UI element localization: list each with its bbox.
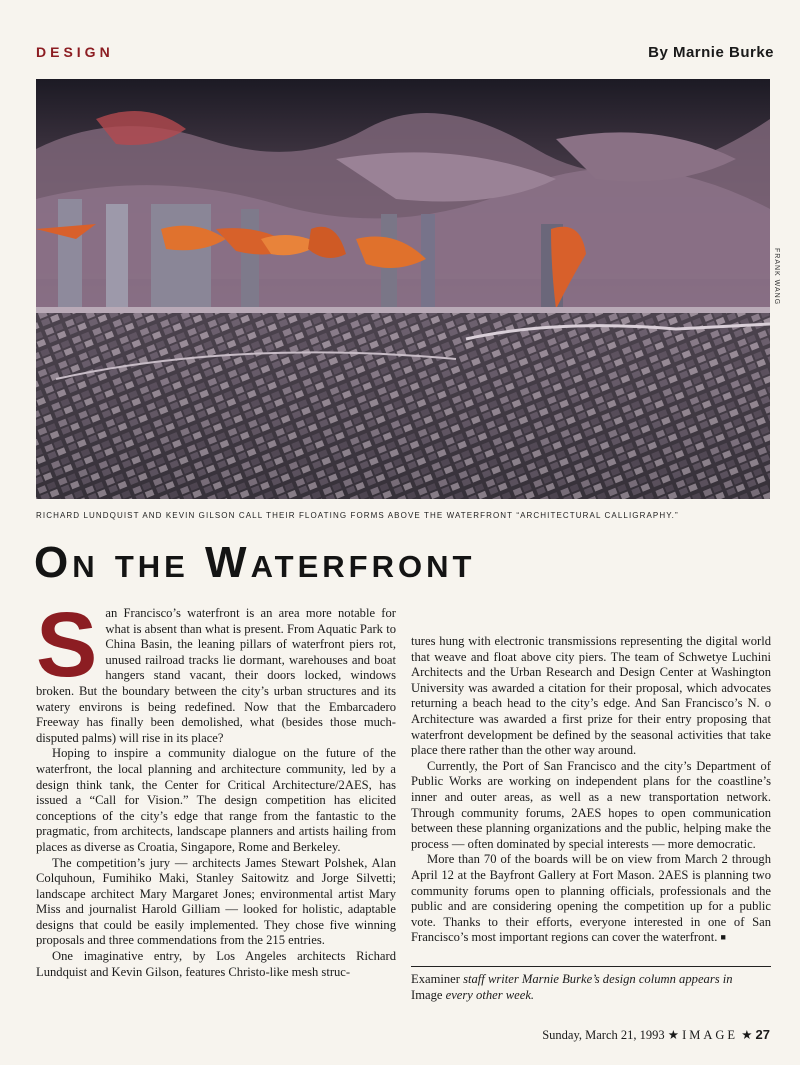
- photo-illustration: [36, 79, 770, 499]
- article-paragraph: Currently, the Port of San Francisco and the city’s Department of Public Works are working on independent plans for the coastline’s inner and outer areas, as well as a new transportation network. Through community forums, 2AES hopes to open communication between these planning organizations and the public, helping make the process — often dominated by special interests — more democratic.: [411, 758, 771, 851]
- end-mark-icon: ■: [720, 932, 726, 943]
- headline: On the Waterfront: [34, 538, 476, 587]
- divider: [411, 966, 771, 967]
- article-column-right: [411, 634, 771, 946]
- photo-credit: FRANK WANG: [773, 248, 780, 306]
- author-note: Examiner staff writer Marnie Burke’s design column appears in Image every other week.: [411, 972, 733, 1002]
- photo-caption: RICHARD LUNDQUIST AND KEVIN GILSON CALL THEIR FLOATING FORMS ABOVE THE WATERFRONT “ARCHITECTURAL CALLIGRAPHY.”: [36, 511, 679, 520]
- byline: By Marnie Burke: [648, 44, 774, 61]
- page-folio: [542, 1027, 770, 1043]
- article-paragraph: The competition’s jury — architects James Stewart Polshek, Alan Colquhoun, Fumihiko Maki, Stanley Saitowitz and Jorge Silvetti; landscape architect Mary Margaret Jones; environmental artist Mary Miss and journalist Harold Gilliam — looked for holistic, adaptable designs that could be easily implemented. They chose five winning proposals and three commendations from the 215 entries.: [36, 855, 396, 948]
- article-paragraph: tures hung with electronic transmissions representing the digital world that weave and float above city piers. The team of Schwetye Luchini Architects and the Urban Research and Design Center at Washington University was awarded a citation for their proposal, which advocates returning a beach head to the city’s edge. And San Francisco’s N. o Architecture was awarded a first prize for their entry proposing that waterfront development be defined by the seasonal activities that take place there rather than the other way around.: [411, 634, 771, 758]
- star-icon: ★: [741, 1028, 753, 1042]
- article-paragraph: San Francisco’s waterfront is an area more notable for what is absent than what is present. From Aquatic Park to China Basin, the leaning pillars of waterfront piers rot, unused railroad tracks lie dormant, warehouses and boat hangers stand vacant, their doors locked, windows broken. But the boundary between the city’s urban structures and its watery environs is being redefined. Now that the Embarcadero Freeway has finally been demolished, what (besides those much-disputed palms) will rise in its place?: [36, 594, 396, 745]
- star-icon: ★: [667, 1028, 679, 1042]
- section-label: DESIGN: [36, 44, 114, 60]
- issue-date: Sunday, March 21, 1993: [542, 1028, 665, 1042]
- article-paragraph: One imaginative entry, by Los Angeles architects Richard Lundquist and Kevin Gilson, features Christo-like mesh struc-: [36, 949, 396, 979]
- article-column-left: [36, 594, 396, 980]
- page-number: 27: [755, 1027, 770, 1042]
- drop-cap: S: [36, 594, 98, 696]
- feature-photo: [36, 79, 770, 499]
- article-paragraph: Hoping to inspire a community dialogue on the future of the waterfront, the local planning and architecture community, led by a design think tank, the Center for Critical Architecture/2AES, has issued a “Call for Vision.” The design competition has elicited conceptions of the city’s edge that range from the fantastic to the pragmatic, from architects, landscape planners and artists hailing from places as diverse as Croatia, Singapore, Rome and Berkeley.: [36, 746, 396, 854]
- magazine-name: IMAGE: [682, 1028, 739, 1042]
- article-paragraph: More than 70 of the boards will be on view from March 2 through April 12 at the Bayfront Gallery at Fort Mason. 2AES is planning two community forums open to planning officials, professionals and the public and are considering opening the competition up for a public vote. Thanks to their efforts, everyone interested in one of San Francisco’s most important regions can cover the waterfront. ■: [411, 852, 771, 945]
